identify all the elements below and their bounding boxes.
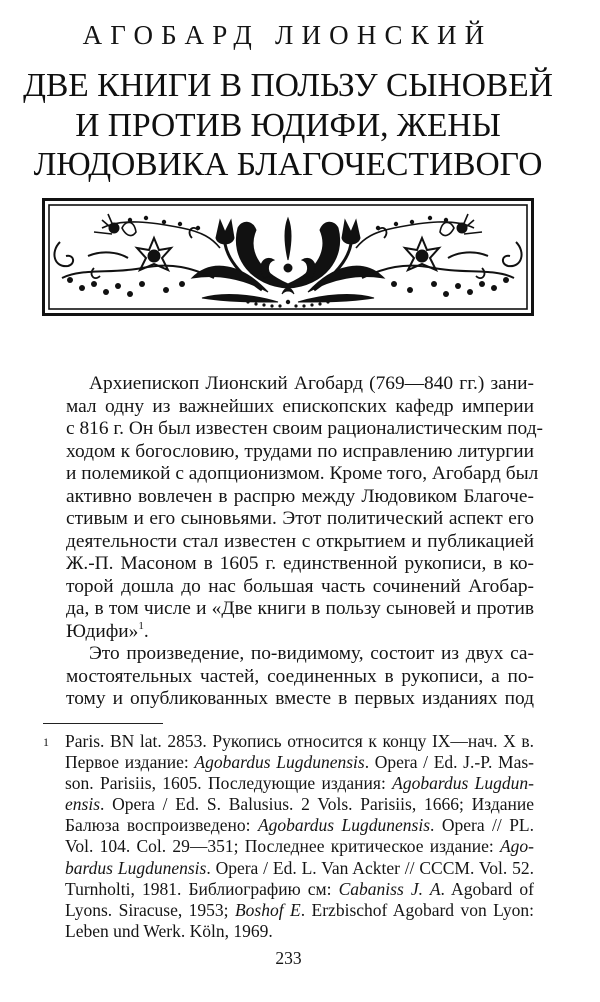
footnote-line bbox=[65, 815, 534, 836]
text-line: деятельности стал известен с открытием и публикацией bbox=[66, 530, 534, 552]
footnote-line bbox=[65, 752, 534, 773]
italic-citation: ensis bbox=[65, 794, 100, 815]
text-fragment: . Opera / Ed. S. Balusius. 2 Vols. Parisiis, 1666; Издание bbox=[100, 794, 534, 815]
text-line: Архиепископ Лионский Агобард (769—840 гг.) зани- bbox=[89, 373, 534, 394]
italic-citation: bardus Lugdunensis bbox=[65, 857, 207, 878]
footnote-reference-link[interactable]: 1 bbox=[138, 619, 144, 632]
text-fragment: Turnholti, 1981. Библиографию см: bbox=[65, 878, 339, 899]
floral-headpiece-ornament-icon bbox=[42, 198, 534, 316]
author-name: АГОБАРД ЛИОНСКИЙ bbox=[82, 20, 493, 50]
text-line: Ж.-П. Масоном в 1605 г. единственной рукописи, в ко- bbox=[66, 553, 534, 574]
italic-citation: Cabaniss J. A bbox=[338, 878, 441, 899]
text-line: торой дошла до нас большая часть сочинений Агобар- bbox=[66, 575, 534, 597]
italic-citation: Agobardus Lugdun- bbox=[392, 773, 534, 794]
text-line: и полемикой с адопционизмом. Кроме того, Агобард был bbox=[66, 463, 539, 484]
period: . bbox=[143, 620, 149, 642]
italic-citation: Agobardus Lugdunensis bbox=[257, 815, 431, 836]
text-fragment: Lyons. Siracuse, 1953; bbox=[65, 899, 235, 920]
text-line: да, в том числе и «Две книги в пользу сыновей и против bbox=[66, 598, 534, 619]
footnote-line bbox=[65, 921, 534, 942]
title-line: ЛЮДОВИКА БЛАГОЧЕСТИВОГО bbox=[33, 146, 543, 183]
text-line: мостоятельных частей, соединенных в рукописи, а по- bbox=[66, 665, 534, 687]
text-fragment: Первое издание: bbox=[65, 752, 195, 773]
footnote bbox=[43, 731, 534, 942]
page-number: 233 bbox=[275, 948, 302, 968]
text-fragment: Юдифи» bbox=[66, 620, 139, 642]
footnote-number: 1 bbox=[43, 735, 49, 749]
text-line: мал одну из важнейших епископских кафедр империи bbox=[66, 395, 534, 417]
text-fragment: Paris. BN lat. 2853. Рукопись относится к концу IX—нач. X в. bbox=[65, 731, 534, 751]
footnote-divider bbox=[43, 723, 163, 724]
title-line: И ПРОТИВ ЮДИФИ, ЖЕНЫ bbox=[75, 106, 501, 144]
title-line: ДВЕ КНИГИ В ПОЛЬЗУ СЫНОВЕЙ bbox=[23, 67, 553, 104]
footnote-line bbox=[65, 731, 534, 752]
italic-citation: Boshof E bbox=[234, 899, 301, 920]
footnote-line bbox=[65, 900, 534, 921]
footnote-line bbox=[65, 794, 534, 815]
text-fragment: . Agobard of bbox=[440, 878, 534, 899]
body-text bbox=[43, 373, 544, 711]
text-fragment: . Opera / Ed. J.-P. Mas- bbox=[364, 752, 535, 773]
footnote-text bbox=[65, 731, 534, 942]
footnote-line bbox=[65, 858, 534, 879]
text-fragment: son. Parisiis, 1605. Последующие издания: bbox=[65, 773, 393, 794]
footnote-line bbox=[65, 773, 534, 794]
text-fragment: . Opera // PL. bbox=[430, 815, 534, 836]
text-line: ходом к богословию, трудами по исправлению литургии bbox=[66, 440, 534, 462]
footnote-line bbox=[65, 836, 534, 857]
text-fragment: Vol. 104. Col. 29—351; Последнее критическое издание: bbox=[65, 836, 500, 857]
footnote-line bbox=[65, 879, 534, 900]
text-fragment: . Opera / Ed. L. Van Ackter // CCCM. Vol. 52. bbox=[206, 857, 534, 878]
text-line: стивым и его сыновьями. Этот политический аспект его bbox=[66, 508, 534, 529]
text-line bbox=[43, 621, 534, 644]
chapter-title bbox=[0, 66, 576, 185]
paragraph bbox=[43, 373, 544, 643]
text-line: с 816 г. Он был известен своим рационалистическим под- bbox=[66, 418, 544, 439]
text-line: Это произведение, по-видимому, состоит из двух са- bbox=[89, 643, 534, 664]
text-line: тому и опубликованных вместе в первых изданиях под bbox=[66, 688, 534, 709]
text-fragment: Leben und Werk. Köln, 1969. bbox=[65, 920, 273, 941]
text-line: активно вовлечен в распрю между Людовиком Благоче- bbox=[66, 485, 534, 507]
italic-citation: Ago- bbox=[499, 836, 534, 857]
italic-citation: Agobardus Lugdunensis bbox=[194, 752, 365, 773]
text-fragment: . Erzbischof Agobard von Lyon: bbox=[300, 899, 534, 920]
paragraph bbox=[43, 643, 534, 711]
text-fragment: Балюза воспроизведено: bbox=[65, 815, 258, 836]
